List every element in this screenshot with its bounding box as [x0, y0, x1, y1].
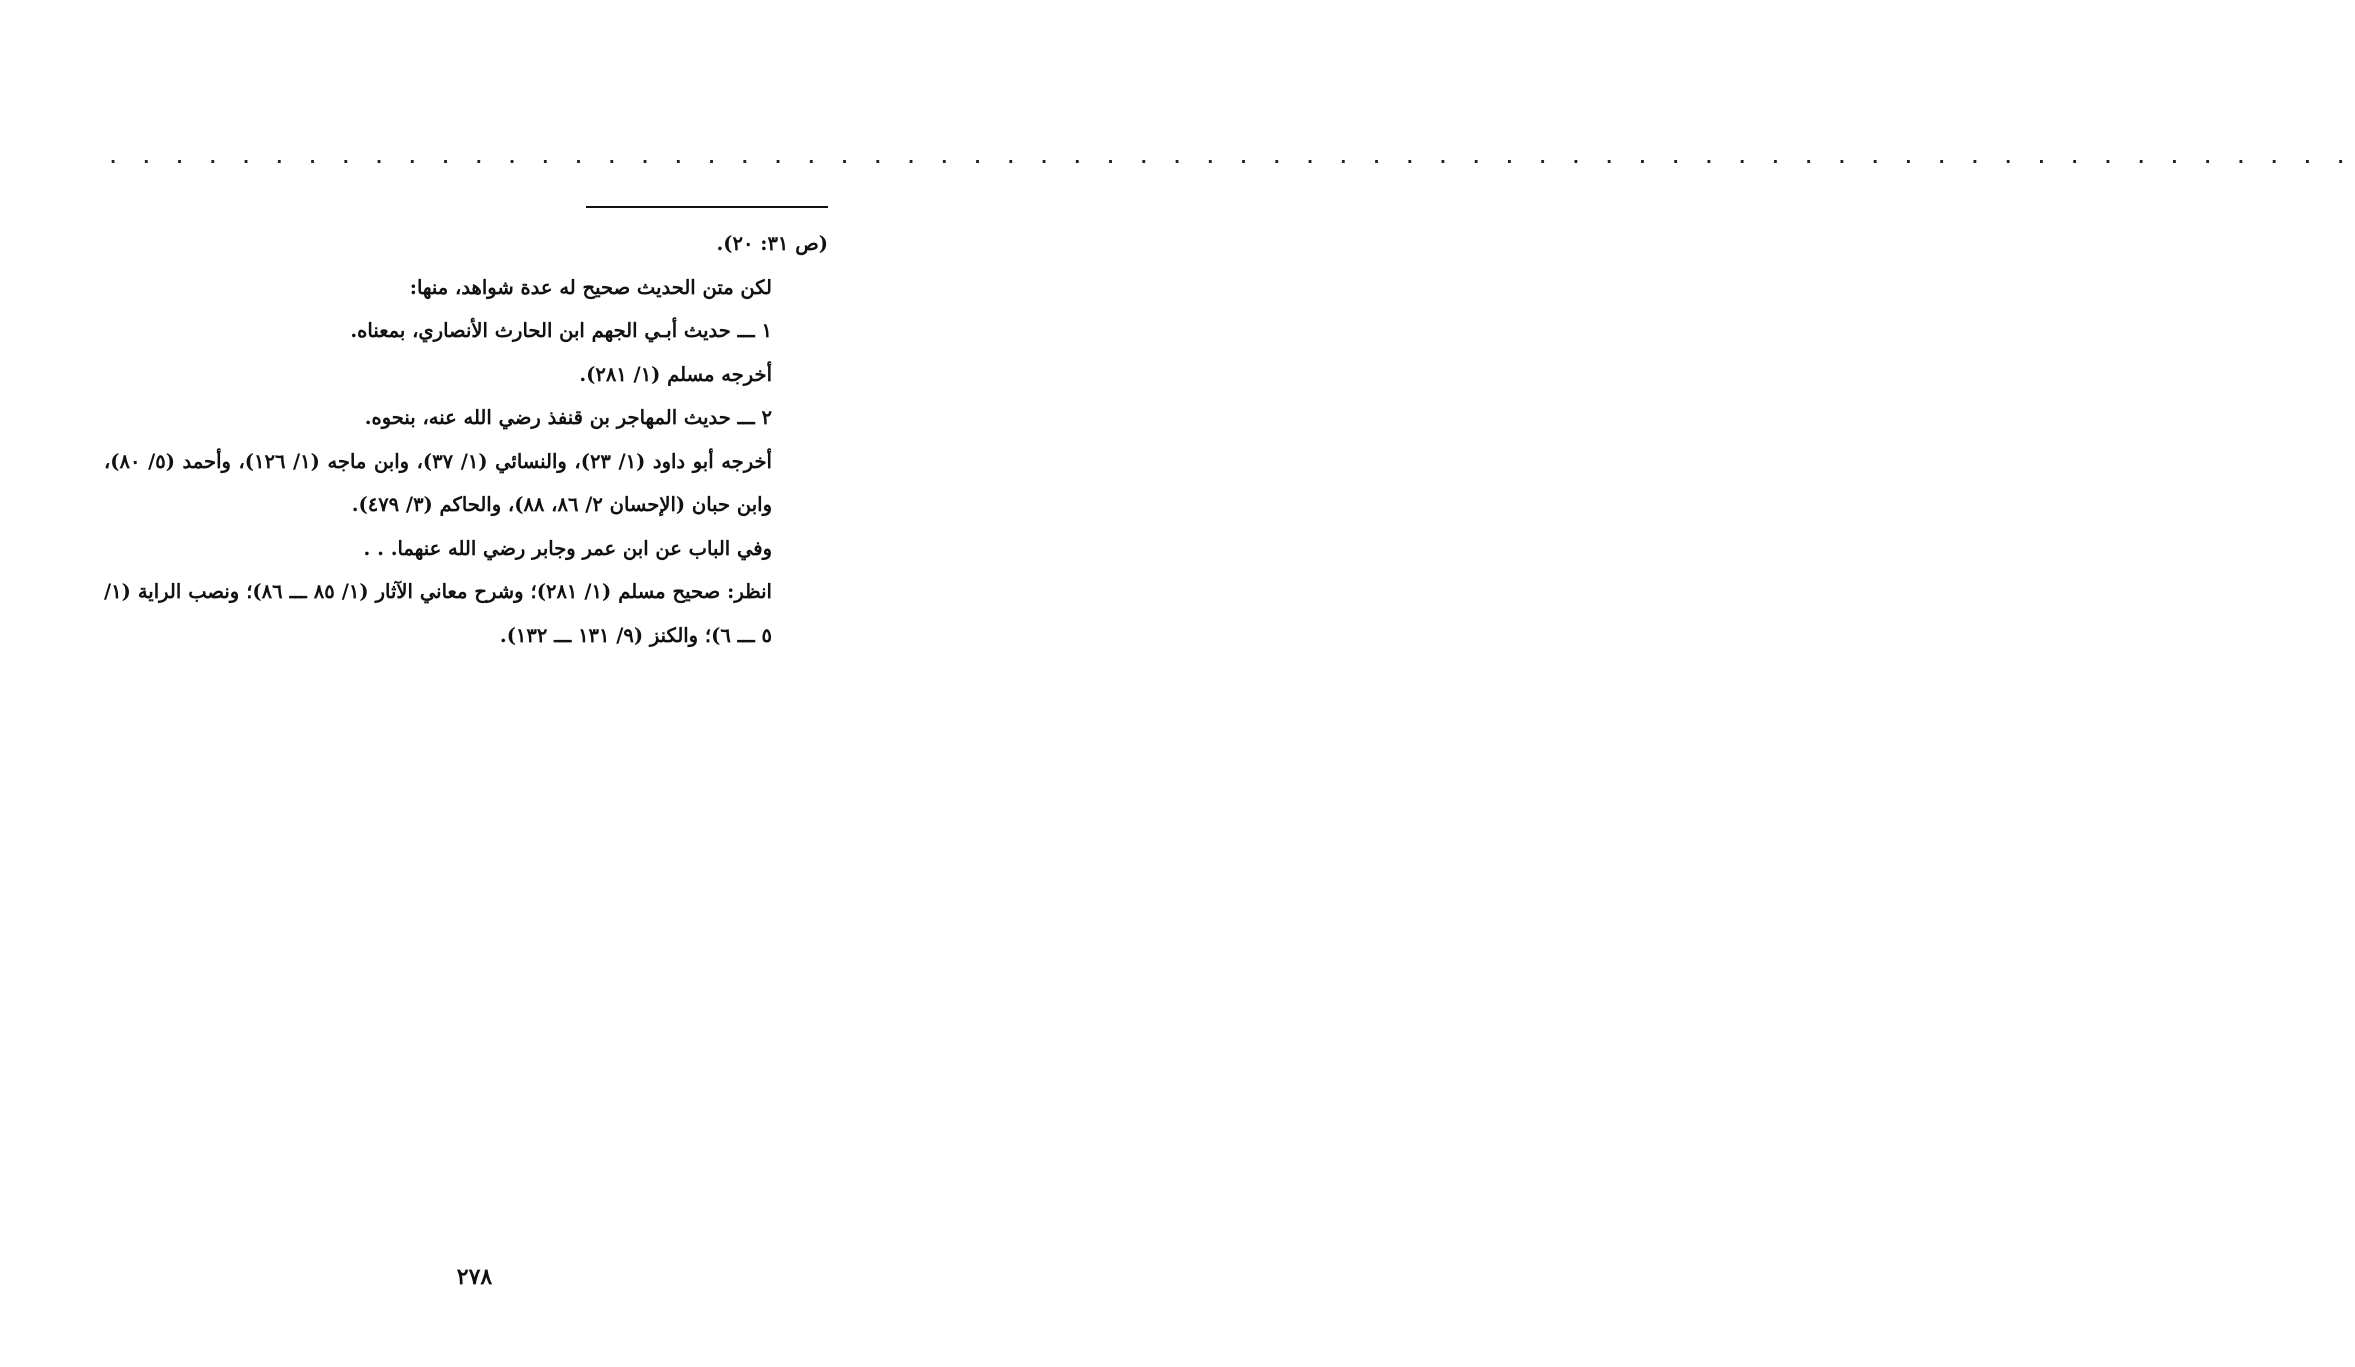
footnote-paragraph: انظر: صحيح مسلم (١/ ٢٨١)؛ وشرح معاني الآثار (١/ ٨٥ ـــ ٨٦)؛ ونصب الراية (١/ ٥ ـــ ٦)؛ والكنز (٩/ ١٣١ ـــ ١٣٢). [104, 580, 772, 647]
footnote-line: (ص ٣١: ٢٠). [716, 232, 828, 255]
footnote-paragraph: أخرجه أبو داود (١/ ٢٣)، والنسائي (١/ ٣٧)، وابن ماجه (١/ ١٢٦)، وأحمد (٥/ ٨٠)، وابن حبان (الإحسان ٢/ ٨٦، ٨٨)، والحاكم (٣/ ٤٧٩). [104, 449, 772, 516]
footnotes-block [104, 222, 828, 657]
footnote-rule [586, 206, 828, 208]
footnote-line: ١ ـــ حديث أبـي الجهم ابن الحارث الأنصاري، بمعناه. [350, 319, 772, 342]
footnote-line: لكن متن الحديث صحيح له عدة شواهد، منها: [409, 275, 772, 299]
page-number: ٢٧٨ [456, 1264, 493, 1290]
footnote-line: وفي الباب عن ابن عمر وجابر رضي الله عنهما. . . [363, 536, 772, 560]
dotted-separator: . . . . . . . . . . . . . . . . . . . . . . . . . . . . . . . . . . . . . . . . . . . . . . . . . . . . . . . . . . . . . . . . . . . . [110, 148, 2355, 167]
footnote-line: ٢ ـــ حديث المهاجر بن قنفذ رضي الله عنه، بنحوه. [364, 406, 772, 429]
footnote-line: أخرجه مسلم (١/ ٢٨١). [579, 362, 772, 386]
